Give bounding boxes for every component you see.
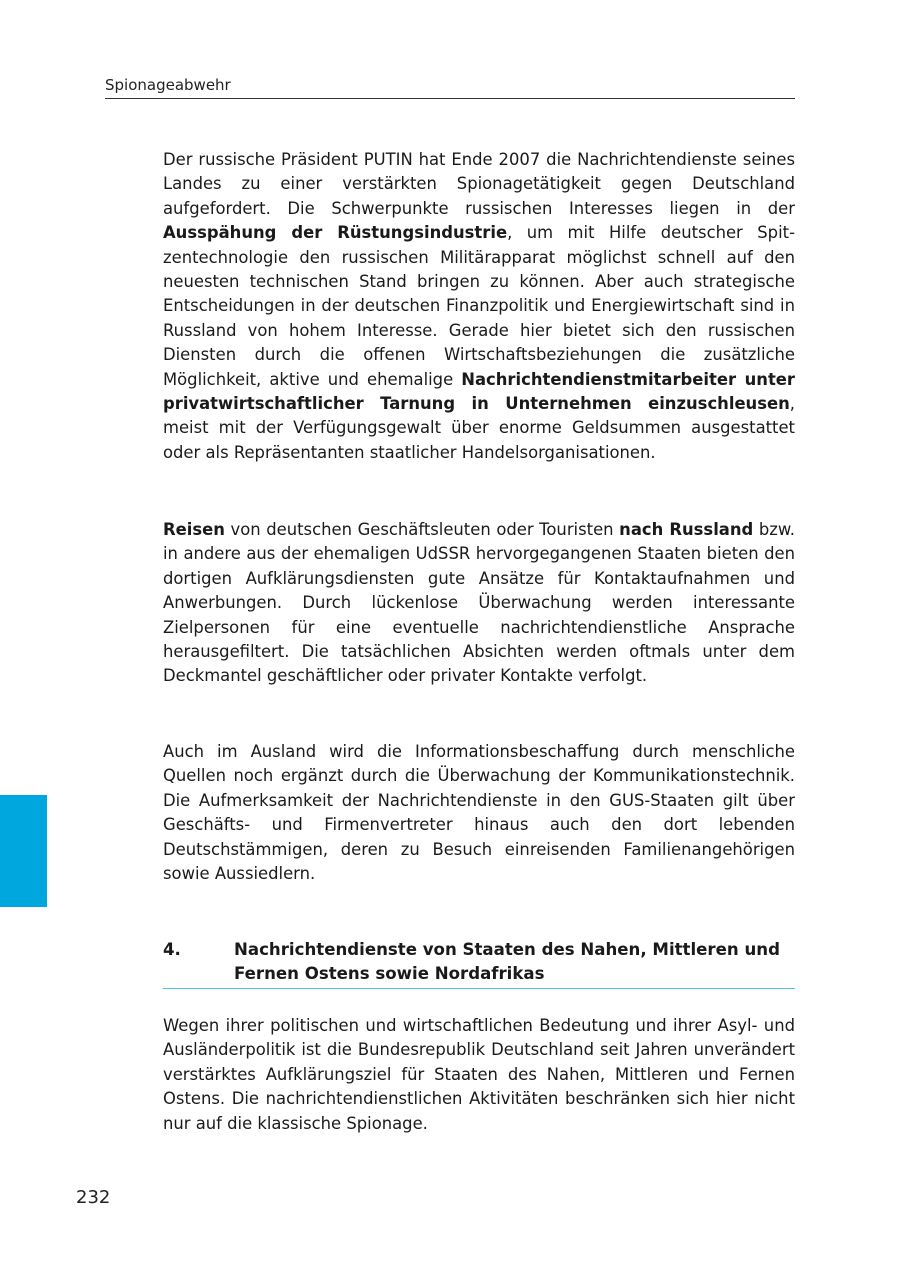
paragraph-russia-espionage xyxy=(163,148,795,465)
paragraph-middle-east xyxy=(163,1014,795,1136)
emphasis-text: Reisen xyxy=(163,520,225,539)
section-title: Nachrichtendienste von Staaten des Nahen, Mittleren und Fernen Ostens sowie Nordafrikas xyxy=(234,940,780,984)
section-number: 4. xyxy=(163,940,181,959)
text-segment: bzw. in andere aus der ehemaligen UdSSR hervorgegangenen Staaten bieten den dortigen Aufklärungsdiensten gute Ansätze für Kontaktaufnahmen und Anwerbungen. Durch lückenlose Überwachung werden interessante Zielpersonen für eine eventuelle nachrichtendienstliche Ansprache herausgefiltert. Die tatsächlichen Absichten werden oftmals unter dem Deckmantel geschäftlicher oder privater Kontakte verfolgt. xyxy=(163,520,796,686)
paragraph-abroad-surveillance xyxy=(163,740,795,886)
text-segment: , um mit Hilfe deutscher Spitzentechnologie den russischen Militärapparat möglichst schnell auf den neuesten technischen Stand bringen zu können. Aber auch strategische Entscheidungen in der deutschen Finanzpolitik und Energiewirtschaft sind in Russland von hohem Interesse. Gerade hier bietet sich den russischen Diensten durch die offenen Wirtschaftsbeziehungen die zusätzliche Möglichkeit, aktive und ehemalige xyxy=(163,223,795,389)
text-segment: von deutschen Geschäftsleuten oder Touristen xyxy=(224,520,620,539)
page-number: 232 xyxy=(76,1187,111,1208)
paragraph-travel-russia xyxy=(163,518,795,689)
text-segment: Auch im Ausland wird die Informationsbeschaffung durch menschliche Quellen noch ergänzt durch die Überwachung der Kommunikationstechnik. Die Aufmerksamkeit der Nachrichtendienste in den GUS-Staaten gilt über Geschäfts- und Firmenvertreter hinaus auch den dort lebenden Deutschstämmigen, deren zu Besuch einreisenden Familienangehörigen sowie Aussiedlern. xyxy=(163,742,795,884)
emphasis-text: Nachrichtendienstmitarbeiter unter privatwirtschaftlicher Tarnung in Unternehmen einzuschleusen xyxy=(163,369,795,414)
text-segment: , meist mit der Verfügungsgewalt über enorme Geldsummen ausgestattet oder als Repräsentanten staatlicher Handelsorganisationen. xyxy=(163,394,795,462)
text-segment: Der russische Präsident PUTIN hat Ende 2007 die Nachrichtendienste seines Landes zu einer verstärkten Spionagetätigkeit gegen Deutschland aufgefordert. Die Schwerpunkte russischen Interesses liegen in der xyxy=(163,150,795,218)
running-header xyxy=(105,74,795,99)
section-heading xyxy=(163,938,795,989)
emphasis-text: Ausspähung der Rüstungsindustrie xyxy=(163,223,508,243)
running-header-title: Spionageabwehr xyxy=(105,76,231,94)
emphasis-text: nach Russland xyxy=(619,520,754,539)
text-segment: Wegen ihrer politischen und wirtschaftlichen Bedeutung und ihrer Asyl- und Ausländerpolitik ist die Bundesrepublik Deutschland seit Jahren unverändert verstärktes Aufklärungsziel für Staaten des Nahen, Mittleren und Fernen Ostens. Die nachrichtendienstlichen Aktivitäten beschränken sich hier nicht nur auf die klassische Spionage. xyxy=(163,1016,795,1133)
chapter-color-tab xyxy=(0,795,47,907)
